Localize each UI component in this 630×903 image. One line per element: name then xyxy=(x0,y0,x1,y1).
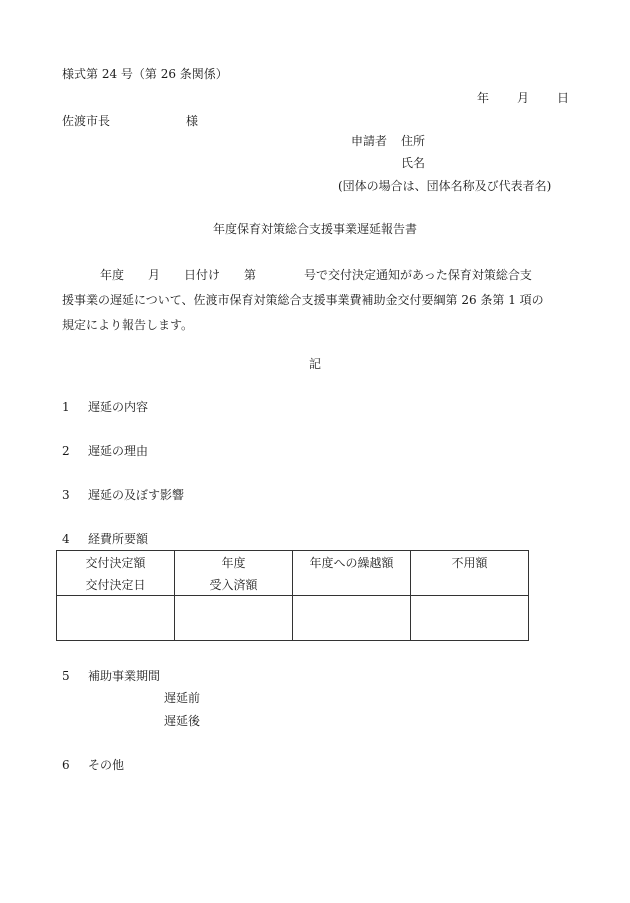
header-grant-amount: 交付決定額 xyxy=(85,556,146,570)
item-number: 2 xyxy=(62,444,70,458)
table-header-cell xyxy=(293,551,411,596)
item-label: 遅延の理由 xyxy=(88,444,149,458)
date-month: 月 xyxy=(517,91,530,105)
header-grant-date: 交付決定日 xyxy=(85,578,146,592)
table-cell[interactable] xyxy=(57,596,175,641)
item-delay-impact xyxy=(62,487,184,503)
applicant-note: (団体の場合は、団体名称及び代表者名) xyxy=(338,179,552,193)
header-received-amount: 受入済額 xyxy=(209,578,258,592)
expense-table xyxy=(56,550,529,641)
applicant-label: 申請者 xyxy=(351,134,388,148)
item-label: その他 xyxy=(88,758,125,772)
date-year: 年 xyxy=(477,91,490,105)
table-cell[interactable] xyxy=(411,596,529,641)
body-line-2: 援事業の遅延について、佐渡市保育対策総合支援事業費補助金交付要綱第 26 条第 1 項の xyxy=(62,293,544,307)
applicant-name-label: 氏名 xyxy=(401,156,426,170)
body-line-3: 規定により報告します。 xyxy=(62,318,194,332)
header-unused-amount: 不用額 xyxy=(451,556,488,570)
ki-heading: 記 xyxy=(308,357,321,371)
document-title: 年度保育対策総合支援事業遅延報告書 xyxy=(212,222,417,236)
item-label: 遅延の内容 xyxy=(88,400,149,414)
table-header-row xyxy=(57,551,529,596)
body-line-1: 年度 月 日付け 第 号で交付決定通知があった保育対策総合支 xyxy=(100,268,532,282)
header-carryover-amount: 年度への繰越額 xyxy=(309,556,394,570)
addressee-name: 佐渡市長 xyxy=(62,114,111,128)
item-number: 1 xyxy=(62,400,70,414)
period-after-label: 遅延後 xyxy=(164,714,201,728)
item-label: 経費所要額 xyxy=(88,532,149,546)
table-cell[interactable] xyxy=(293,596,411,641)
table-header-cell xyxy=(411,551,529,596)
table-cell[interactable] xyxy=(175,596,293,641)
item-other xyxy=(62,757,124,773)
addressee xyxy=(62,113,198,129)
form-number-label: 様式第 24 号（第 26 条関係） xyxy=(62,67,228,81)
table-header-cell xyxy=(57,551,175,596)
date-line xyxy=(477,90,569,106)
date-day: 日 xyxy=(557,91,570,105)
item-required-expenses xyxy=(62,531,148,547)
item-number: 4 xyxy=(62,532,70,546)
body-paragraph xyxy=(62,263,582,338)
item-delay-content xyxy=(62,399,148,415)
item-number: 3 xyxy=(62,488,70,502)
item-label: 補助事業期間 xyxy=(88,669,161,683)
header-fiscal-year: 年度 xyxy=(221,556,246,570)
table-row xyxy=(57,596,529,641)
item-number: 5 xyxy=(62,669,70,683)
period-before-label: 遅延前 xyxy=(164,691,201,705)
applicant-label-row xyxy=(351,133,425,149)
item-delay-reason xyxy=(62,443,148,459)
table-header-cell xyxy=(175,551,293,596)
item-label: 遅延の及ぼす影響 xyxy=(88,488,185,502)
item-subsidy-period xyxy=(62,668,160,684)
addressee-honorific: 様 xyxy=(186,114,199,128)
item-number: 6 xyxy=(62,758,70,772)
applicant-address-label: 住所 xyxy=(401,134,426,148)
